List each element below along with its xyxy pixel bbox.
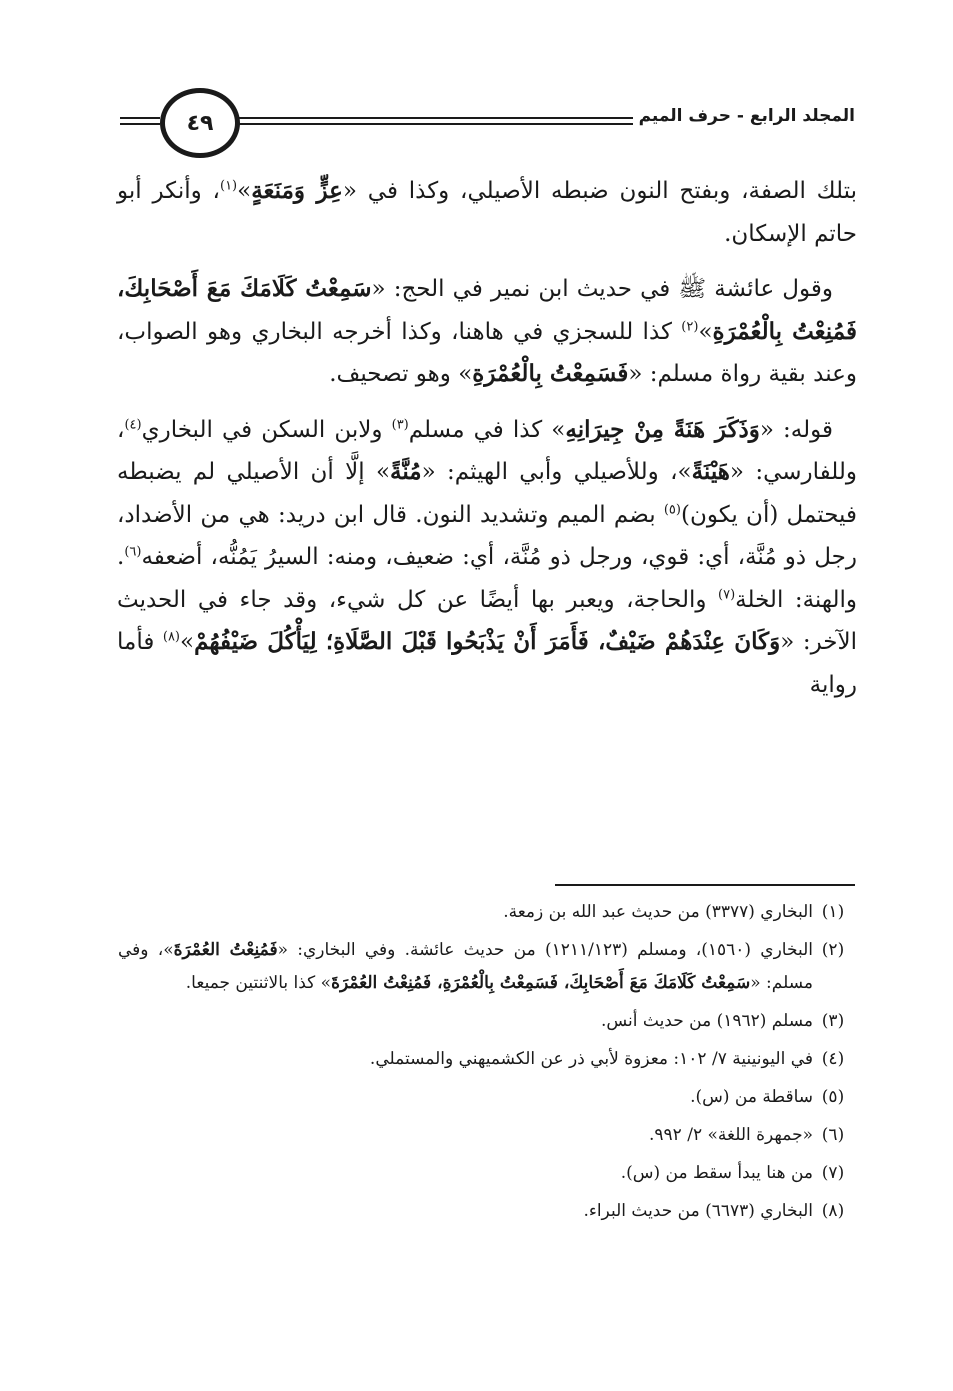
footnote-ref[interactable]: (٣) (391, 416, 409, 432)
text: » (237, 178, 252, 204)
text: . والهنة: الخلة (117, 544, 857, 613)
text: فأما رواية (117, 629, 857, 698)
footnote-ref[interactable]: (٨) (162, 629, 180, 645)
footnote-text: في اليونينية ٧/ ١٠٢: معزوة لأبي ذر عن الكشميهني والمستملي. (369, 1049, 813, 1069)
hadith-quote: سَمِعْتُ كَلَامَكَ مَعَ أَصْحَابِكَ، فَسَمِعْتُ بِالْعُمْرَةِ، فَمُنِعْتُ العُمْرَةَ (331, 973, 751, 993)
hadith-quote: وَذَكَرَ هَنَةً مِنْ جِيرَانِهِ (565, 415, 760, 443)
footnote-ref[interactable]: (١) (219, 178, 238, 194)
text: » كذا بالاثنتين جميعا. (185, 973, 332, 993)
running-title: المجلد الرابع - حرف الميم (633, 106, 855, 126)
footnotes (118, 896, 853, 1233)
text: بضم الميم وتشديد النون. قال ابن دريد: هي من الأضداد، رجل ذو مُنَّة، أي: قوي، ورجل ذو مُنَّة، أي: ضعيف، ومنه: السيرُ يَمُنُّه، أضعفه (117, 501, 857, 570)
hadith-quote: عِزٍّ وَمَنَعَةٍ (251, 177, 343, 204)
text: البخاري (١٥٦٠)، ومسلم (١٢١١/١٢٣) من حديث عائشة. وفي البخاري: « (277, 940, 813, 960)
footnote-number: (١) (821, 902, 845, 922)
text: وقول عائشة ﷺ في حديث ابن نمير في الحج: « (371, 276, 833, 302)
text: ، وللفارسي: « (117, 416, 857, 485)
main-text (117, 170, 857, 719)
text: » إلَّا أن الأصيلي لم يضبطه فيحتمل (أن يكون) (117, 459, 857, 528)
footnote-ref[interactable]: (٥) (663, 501, 681, 517)
hadith-quote: هَيْنَةً (691, 458, 730, 485)
text: والحاجة، ويعبر بها أيضًا عن كل شيء، وقد جاء في الحديث الآخر: « (117, 586, 857, 655)
text: كذا للسجزي في هاهنا، وكذا أخرجه البخاري وهو الصواب، وعند بقية رواة مسلم: « (117, 318, 857, 387)
footnote-text (118, 934, 813, 1000)
hadith-quote: سَمِعْتُ كَلَامَكَ مَعَ أَصْحَابِكَ، فَمُنِعْتُ بِالْعُمْرَةِ (117, 275, 857, 345)
text: » كذا في مسلم (408, 416, 566, 443)
footnote-ref[interactable]: (٢) (681, 318, 699, 334)
text: قوله: « (759, 416, 833, 443)
paragraph-2 (117, 268, 857, 396)
text: بتلك الصفة، وبفتح النون ضبطه الأصيلي، وكذا في « (342, 178, 857, 204)
text: » (180, 629, 195, 655)
footnote-number: (٢) (821, 940, 845, 960)
text: »، وفي مسلم: « (118, 940, 813, 993)
hadith-quote: مُنَّةً (390, 458, 422, 485)
footnote-number: (٧) (821, 1163, 845, 1183)
footnote-text: البخاري (٦٦٧٣) من حديث البراء. (583, 1201, 813, 1221)
footnote-7 (118, 1157, 853, 1190)
page-number: ٤٩ (160, 88, 240, 158)
footnote-number: (٥) (821, 1087, 845, 1107)
hadith-quote: فَمُنِعْتُ العُمْرَةَ (173, 940, 278, 960)
footnote-8 (118, 1195, 853, 1228)
text: » وهو تصحيف. (329, 361, 473, 387)
hadith-quote: وَكَانَ عِنْدَهُمْ ضَيْفٌ، فَأَمَرَ أَنْ يَذْبَحُوا قَبْلَ الصَّلَاةِ؛ لِيَأْكُلَ ضَيْفُهُمْ (194, 628, 781, 655)
text: » (698, 318, 713, 345)
footnote-3 (118, 1005, 853, 1038)
footnote-ref[interactable]: (٧) (718, 586, 736, 602)
text: ولابن السكن في البخاري (141, 416, 392, 443)
header-rule-left-bottom (120, 123, 160, 125)
footnote-number: (٦) (821, 1125, 845, 1145)
page-header (120, 88, 855, 160)
footnote-text: مسلم (١٩٦٢) من حديث أنس. (600, 1011, 813, 1031)
footnote-2 (118, 934, 853, 1000)
footnote-6 (118, 1119, 853, 1152)
footnote-1 (118, 896, 853, 929)
footnote-text: من هنا يبدأ سقط من (س). (620, 1163, 813, 1183)
footnote-number: (٣) (821, 1011, 845, 1031)
footnote-4 (118, 1043, 853, 1076)
footnote-ref[interactable]: (٦) (124, 544, 142, 560)
paragraph-1 (117, 170, 857, 255)
footnote-5 (118, 1081, 853, 1114)
header-rule-left-top (120, 117, 160, 119)
footnote-text: البخاري (٣٣٧٧) من حديث عبد الله بن زمعة. (503, 902, 813, 922)
footnote-ref[interactable]: (٤) (124, 416, 142, 432)
text: ، وأنكر أبو حاتم الإسكان. (117, 178, 857, 247)
footnote-number: (٤) (821, 1049, 845, 1069)
footnote-number: (٨) (821, 1201, 845, 1221)
footnote-text: «جمهرة اللغة» ٢/ ٩٩٢. (648, 1125, 813, 1145)
footnote-text: ساقطة من (س). (690, 1087, 813, 1107)
text: »، وللأصيلي وأبي الهيثم: « (421, 459, 692, 485)
paragraph-3 (117, 409, 857, 707)
hadith-quote: فَسَمِعْتُ بِالْعُمْرَةِ (472, 360, 629, 387)
footnote-separator (555, 884, 855, 886)
